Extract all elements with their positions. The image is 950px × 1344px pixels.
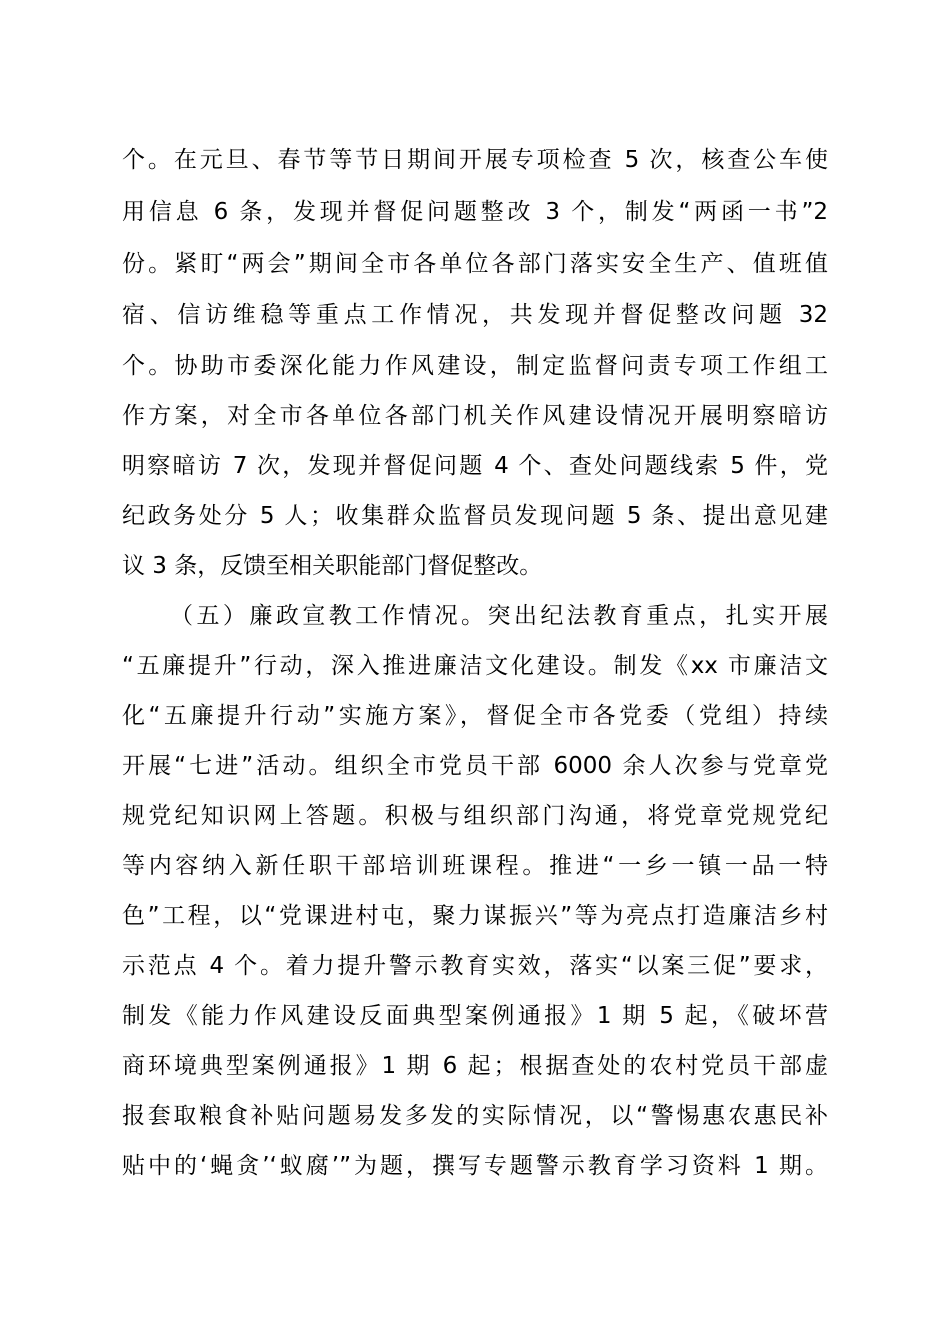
body-text-line: 示范点 4 个。着力提升警示教育实效，落实“以案三促”要求，	[122, 953, 828, 979]
body-text-line: 份。紧盯“两会”期间全市各单位各部门落实安全生产、值班值	[122, 251, 828, 277]
body-text-line: 宿、信访维稳等重点工作情况，共发现并督促整改问题 32	[122, 302, 828, 328]
body-text-line: 个。协助市委深化能力作风建设，制定监督问责专项工作组工	[122, 353, 828, 379]
body-text-line: “五廉提升”行动，深入推进廉洁文化建设。制发《xx 市廉洁文	[122, 653, 828, 679]
body-text-line: 规党纪知识网上答题。积极与组织部门沟通，将党章党规党纪	[122, 803, 828, 829]
body-text-line: 化“五廉提升行动”实施方案》，督促全市各党委（党组）持续	[122, 703, 828, 729]
body-text-line: 色”工程，以“党课进村屯，聚力谋振兴”等为亮点打造廉洁乡村	[122, 903, 828, 929]
body-text-line: 商环境典型案例通报》1 期 6 起；根据查处的农村党员干部虚	[122, 1053, 828, 1079]
body-text-line: 报套取粮食补贴问题易发多发的实际情况，以“警惕惠农惠民补	[122, 1103, 828, 1129]
section-heading-line: （五）廉政宣教工作情况。突出纪法教育重点，扎实开展	[170, 603, 828, 629]
body-text-line: 明察暗访 7 次，发现并督促问题 4 个、查处问题线索 5 件，党	[122, 453, 828, 479]
paragraph-end-line: 贴中的‘蝇贪’‘蚁腐’”为题，撰写专题警示教育学习资料 1 期。	[122, 1153, 828, 1179]
paragraph-end-line: 议 3 条，反馈至相关职能部门督促整改。	[122, 553, 543, 579]
body-text-line: 用信息 6 条，发现并督促问题整改 3 个，制发“两函一书”2	[122, 199, 828, 225]
body-text-line: 制发《能力作风建设反面典型案例通报》1 期 5 起，《破坏营	[122, 1003, 828, 1029]
body-text-line: 等内容纳入新任职干部培训班课程。推进“一乡一镇一品一特	[122, 853, 828, 879]
body-text-line: 纪政务处分 5 人；收集群众监督员发现问题 5 条、提出意见建	[122, 503, 828, 529]
body-text-line: 个。在元旦、春节等节日期间开展专项检查 5 次，核查公车使	[122, 147, 828, 173]
body-text-line: 开展“七进”活动。组织全市党员干部 6000 余人次参与党章党	[122, 753, 828, 779]
body-text-line: 作方案，对全市各单位各部门机关作风建设情况开展明察暗访	[122, 403, 828, 429]
